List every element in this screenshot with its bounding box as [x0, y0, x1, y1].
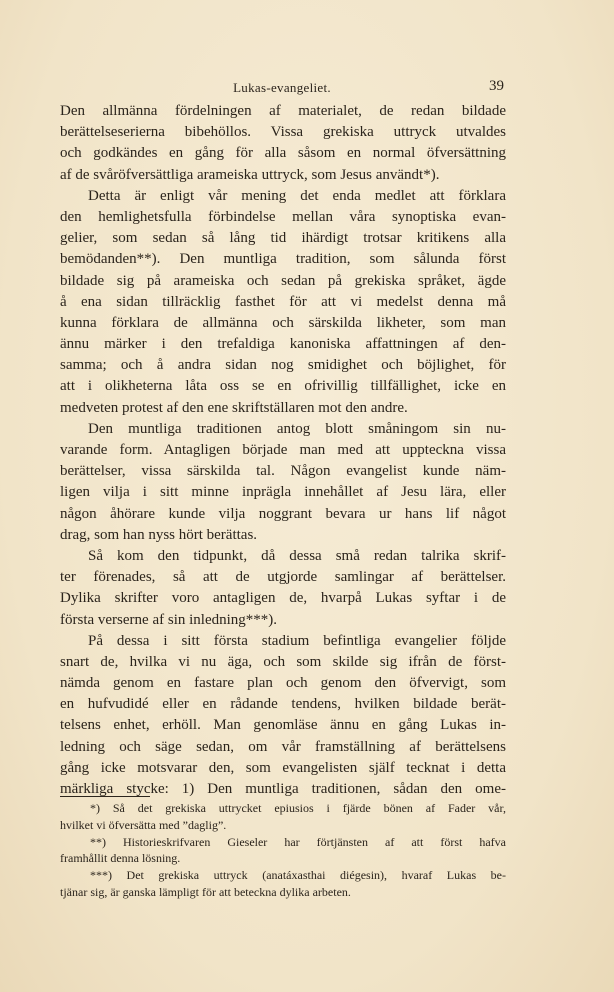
text-line: medveten protest af den ene skriftställaren mot den andre. — [60, 399, 408, 416]
text-line: snart de, hvilka vi nu äga, och som skilde sig ifrån de först- — [60, 653, 506, 670]
text-line: första verserne af sin inledning***). — [60, 611, 278, 628]
text-line: Den allmänna fördelningen af materialet, de redan bildade — [60, 103, 506, 119]
footnote-line: framhållit denna lösning. — [60, 851, 181, 866]
footnote-divider — [60, 796, 150, 797]
page-number: 39 — [489, 78, 504, 94]
text-line: af de svåröfversättliga arameiska uttryck, som Jesus användt*). — [60, 166, 440, 183]
text-line: drag, som han nyss hört berättas. — [60, 526, 258, 543]
text-line: en hufvudidé eller en rådande tendens, hvilken bildade berät- — [60, 696, 506, 713]
text-line: nämda genom en fastare plan och genom den öfvervigt, som — [60, 675, 506, 692]
text-line: varande form. Antagligen började man med att uppteckna vissa — [60, 442, 506, 458]
text-line: den hemlighetsfulla förbindelse mellan våra synoptiska evan- — [60, 208, 506, 225]
body-text — [60, 101, 506, 800]
text-line: å ena sidan tillräcklig fasthet för att vi medelst denna må — [60, 293, 506, 310]
footnote-line: tjänar sig, är ganska lämpligt för att beteckna dylika arbeten. — [60, 884, 351, 899]
text-line: berättelseserierna bibehöllos. Vissa grekiska uttryck utvaldes — [60, 124, 506, 141]
text-line: berättelser, vissa särskilda tal. Någon evangelist kunde näm- — [60, 463, 506, 480]
text-line: någon åhörare kunde vilja noggrant bevara ur hans lif något — [60, 505, 506, 522]
footnote-line: *) Så det grekiska uttrycket epiusios i fjärde bönen af Fader vår, — [90, 801, 506, 815]
text-line: ledning och säge sedan, om vår framställning af berättelsens — [60, 738, 506, 755]
text-line: Detta är enligt vår mening det enda medlet att förklara — [88, 187, 506, 204]
page-header — [60, 78, 504, 98]
running-title: Lukas-evangeliet. — [233, 80, 331, 95]
text-line: Den muntliga traditionen antog blott småningom sin nu- — [88, 420, 506, 437]
text-line: telsens enhet, erhöll. Man genomläse ännu en gång Lukas in- — [60, 717, 506, 734]
footnotes — [60, 800, 506, 901]
footnote-line: **) Historieskrifvaren Gieseler har förtjänsten af att först hafva — [90, 834, 506, 849]
text-line: ter förenades, så att de utgjorde samlingar af berättelser. — [60, 569, 506, 586]
text-line: ligen vilja i sitt minne inprägla innehållet af Jesu lära, eller — [60, 484, 506, 501]
text-line: märkliga stycke: 1) Den muntliga traditionen, sådan den ome- — [60, 781, 506, 797]
text-line: och godkändes en gång för alla såsom en normal öfversättning — [60, 145, 506, 162]
text-line: Dylika skrifter voro antagligen de, hvarpå Lukas syftar i de — [60, 590, 506, 607]
footnote-line: ***) Det grekiska uttryck (anatáxasthai diégesin), hvaraf Lukas be- — [90, 868, 506, 883]
text-line: kunna förklara de allmänna och särskilda likheter, som man — [60, 314, 506, 331]
text-line: bemödanden**). Den muntliga tradition, som sålunda först — [60, 251, 506, 268]
text-line: gång icke motsvarar den, som evangelisten själf tecknat i detta — [60, 759, 506, 776]
text-line: samma; och å andra sidan nog smidighet och böjlighet, för — [60, 357, 506, 374]
text-line: ännu märker i den trefaldiga kanoniska affattningen af den- — [60, 336, 506, 353]
text-line: På dessa i sitt första stadium befintliga evangelier följde — [88, 632, 506, 649]
text-line: gelier, som sedan så lång tid ihärdigt trotsar kritikens alla — [60, 230, 506, 247]
text-line: att i olikheterna låta oss se en ofrivillig tillfällighet, icke en — [60, 378, 506, 395]
text-line: Så kom den tidpunkt, då dessa små redan talrika skrif- — [88, 547, 506, 564]
footnote-line: hvilket vi öfversätta med ”daglig”. — [60, 817, 227, 832]
text-line: bildade sig på arameiska och sedan på grekiska språket, ägde — [60, 272, 506, 289]
